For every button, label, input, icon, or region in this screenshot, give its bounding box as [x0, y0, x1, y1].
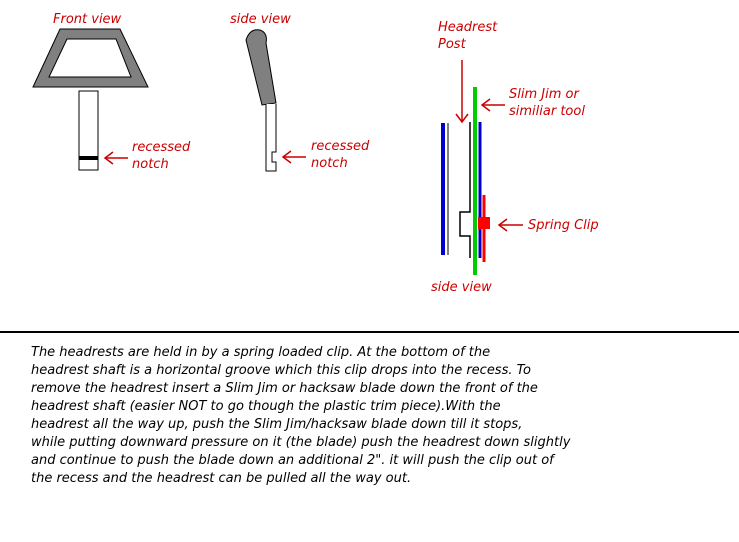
spring-clip-label: Spring Clip [528, 218, 599, 233]
instructions-line: and continue to push the blade down an additional 2". it will push the clip out of [31, 453, 554, 468]
instructions-line: remove the headrest insert a Slim Jim or hacksaw blade down the front of the [31, 381, 538, 396]
side-view-notch-label: recessed notch [311, 139, 370, 171]
instructions-line: headrest shaft (easier NOT to go though the plastic trim piece).With the [31, 399, 501, 414]
instructions-line: headrest all the way up, push the Slim Jim/hacksaw blade down till it stops, [31, 417, 523, 432]
clip-arrow [499, 219, 523, 231]
divider-line [0, 331, 739, 333]
instructions-line: headrest shaft is a horizontal groove which this clip drops into the recess. To [31, 363, 531, 378]
post-arrow [456, 60, 468, 122]
instructions-line: while putting downward pressure on it (the blade) push the headrest down slightly [31, 435, 571, 450]
side-view-headrest [246, 30, 276, 171]
instructions-line: the recess and the headrest can be pulled all the way out. [31, 471, 412, 486]
front-view-title: Front view [53, 12, 122, 27]
front-view-notch-label: recessed notch [132, 140, 191, 172]
assembly-side-view-title: side view [431, 280, 492, 295]
spring-clip [478, 217, 490, 229]
front-view-arrow [105, 152, 128, 164]
side-view-arrow [283, 151, 306, 163]
tool-arrow [482, 99, 505, 111]
instructions-line: The headrests are held in by a spring loaded clip. At the bottom of the [31, 345, 491, 360]
front-view-headrest [33, 29, 148, 170]
instructions-paragraph [31, 344, 691, 488]
headrest-shaft-line [460, 122, 470, 258]
headrest-post-label: Headrest Post [438, 20, 498, 52]
side-view-title: side view [230, 12, 291, 27]
slim-jim-label: Slim Jim or similiar tool [509, 87, 585, 119]
